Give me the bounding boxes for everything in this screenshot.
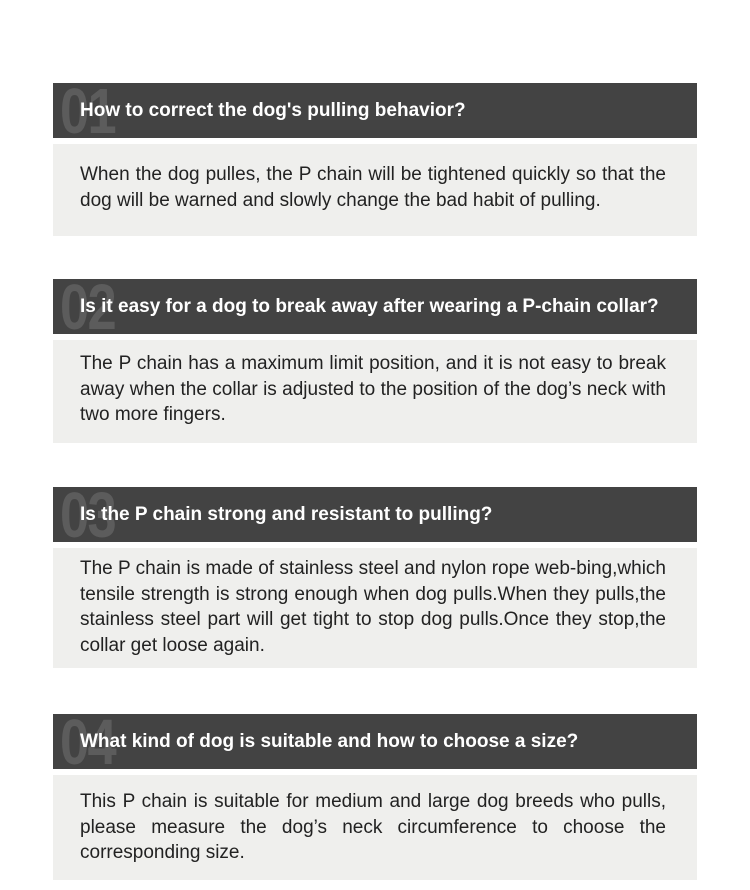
faq-answer-box-2 <box>53 340 697 443</box>
faq-answer-box-3 <box>53 548 697 668</box>
faq-number-4: 04 <box>60 714 116 769</box>
faq-question-3: Is the P chain strong and resistant to pulling? <box>80 504 493 525</box>
faq-answer-3: The P chain is made of stainless steel and nylon rope web-bing,which tensile strength is strong enough when dog pulls.When they pulls,the stainless steel part will get tight to stop dog pulls.Once they stop,the collar get loose again. <box>80 558 666 656</box>
faq-question-2: Is it easy for a dog to break away after wearing a P-chain collar? <box>80 296 659 317</box>
faq-question-4: What kind of dog is suitable and how to choose a size? <box>80 731 579 752</box>
faq-number-1: 01 <box>60 83 116 138</box>
faq-question-bar-2 <box>53 279 697 334</box>
faq-number-2: 02 <box>60 279 116 334</box>
faq-answer-box-4 <box>53 775 697 880</box>
faq-question-1: How to correct the dog's pulling behavior? <box>80 100 466 121</box>
faq-answer-1: When the dog pulles, the P chain will be tightened quickly so that the dog will be warned and slowly change the bad habit of pulling. <box>80 164 666 211</box>
faq-question-bar-3 <box>53 487 697 542</box>
faq-answer-2: The P chain has a maximum limit position, and it is not easy to break away when the collar is adjusted to the position of the dog’s neck with two more fingers. <box>80 353 666 425</box>
faq-number-3: 03 <box>60 487 116 542</box>
faq-question-bar-4 <box>53 714 697 769</box>
faq-question-bar-1 <box>53 83 697 138</box>
faq-answer-box-1 <box>53 144 697 236</box>
faq-answer-4: This P chain is suitable for medium and large dog breeds who pulls, please measure the dog’s neck circumference to choose the corresponding size. <box>80 791 666 863</box>
